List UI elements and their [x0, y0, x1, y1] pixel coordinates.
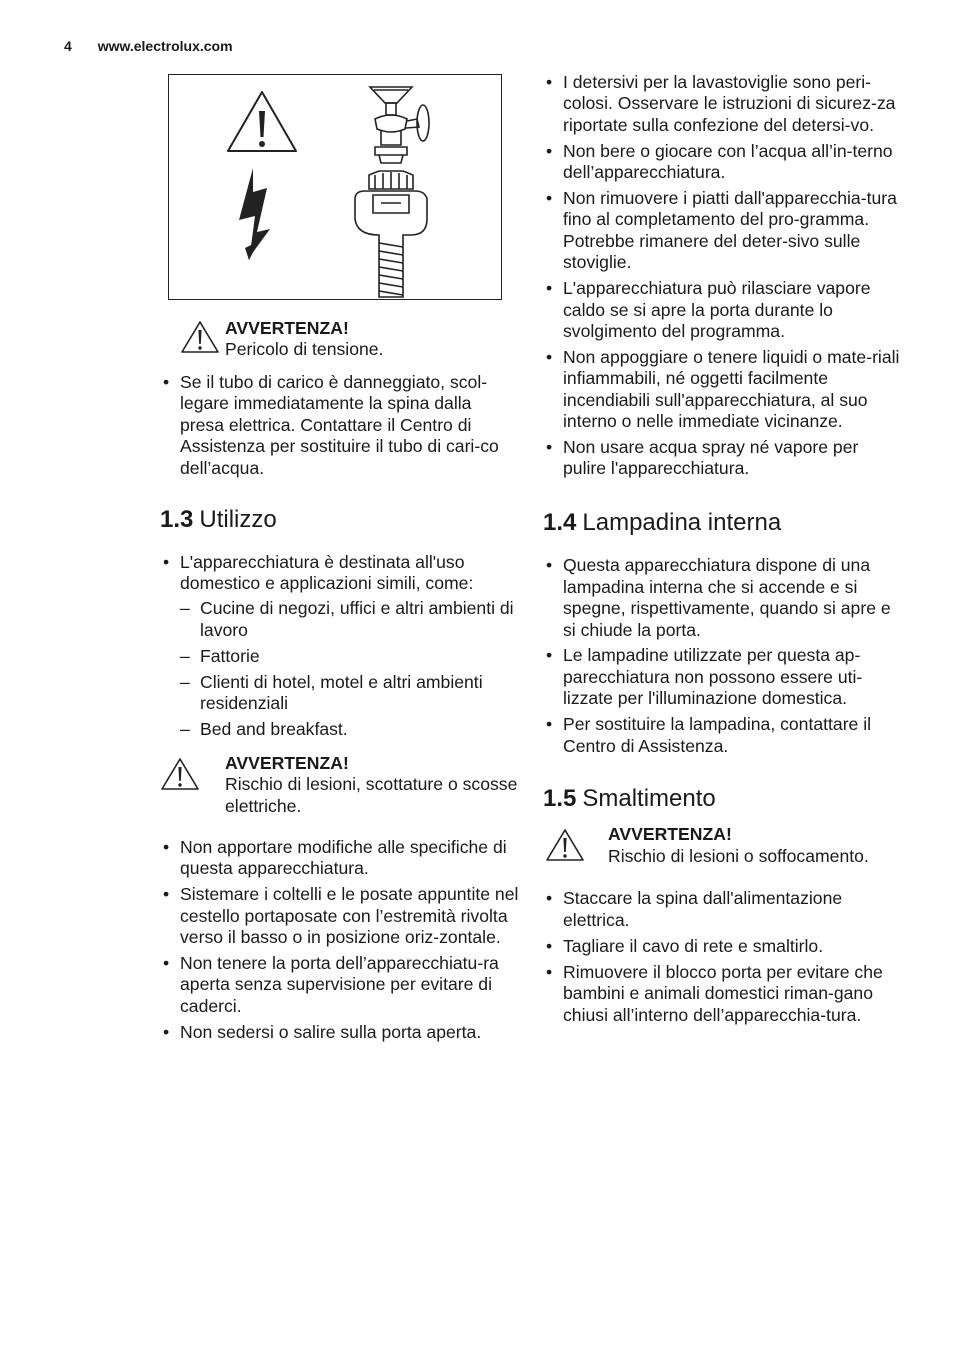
section-title: Smaltimento [582, 785, 716, 813]
warning-text: Rischio di lesioni o soffocamento. [608, 845, 869, 866]
warning-triangle-icon [180, 320, 220, 354]
list-item: • Le lampadine utilizzate per questa ap-parecchiatura non possono essere uti-lizzate per l'illuminazione domestica. [543, 645, 903, 709]
bullet-list [160, 552, 520, 741]
list-item: • Non apportare modifiche alle specifiche di questa apparecchiatura. [160, 837, 520, 880]
page-number: 4 [64, 38, 72, 54]
right-column [543, 72, 903, 1030]
warning-injury [160, 753, 520, 817]
water-tap-icon [370, 87, 429, 163]
list-item: • Sistemare i coltelli e le posate appuntite nel cestello portaposate con l’estremità rivolta verso il basso o in posizione oriz-zontale. [160, 884, 520, 948]
warning-text: Rischio di lesioni, scottature o scosse elettriche. [225, 774, 518, 816]
warning-title: AVVERTENZA! [608, 824, 732, 845]
list-item: • Non appoggiare o tenere liquidi o mate-riali infiammabili, né oggetti facilmente incendiabili sull'apparecchiatura, al suo interno o nelle immediate vicinanze. [543, 347, 903, 433]
warning-suffocation [543, 824, 903, 870]
dash-list [180, 598, 520, 740]
list-item: – Fattorie [160, 646, 520, 667]
list-item: • Per sostituire la lampadina, contattare il Centro di Assistenza. [543, 714, 903, 757]
bullet-list [543, 888, 903, 1025]
warning-title: AVVERTENZA! [225, 752, 349, 773]
list-item: • L'apparecchiatura può rilasciare vapore caldo se si apre la porta durante lo svolgimento del programma. [543, 278, 903, 342]
list-item: • Questa apparecchiatura dispone di una lampadina interna che si accende e si spegne, rispettivamente, quando si apre e si chiude la porta. [543, 555, 903, 641]
warning-text: Pericolo di tensione. [225, 339, 384, 360]
section-heading-1-3 [160, 505, 520, 535]
section-title: Lampadina interna [582, 509, 782, 537]
site-url[interactable]: www.electrolux.com [97, 38, 233, 54]
section-number: 1.5 [543, 785, 577, 813]
warning-title: AVVERTENZA! [225, 318, 349, 338]
list-item: – Clienti di hotel, motel e altri ambienti residenziali [160, 672, 520, 715]
section-title: Utilizzo [199, 505, 277, 533]
list-item: • Non rimuovere i piatti dall'apparecchia-tura fino al completamento del pro-gramma. Potrebbe rimanere del deter-sivo sulle stoviglie. [543, 188, 903, 274]
electric-bolt-icon [239, 168, 270, 261]
list-item: • Staccare la spina dall'alimentazione elettrica. [543, 888, 903, 931]
section-number: 1.4 [543, 509, 577, 537]
warning-triangle-icon [160, 757, 200, 791]
warning-triangle-icon [228, 92, 296, 151]
list-item: • Se il tubo di carico è danneggiato, scol-legare immediatamente la spina dalla presa elettrica. Contattare il Centro di Assistenza per sostituire il tubo di cari-co dell’acqua. [160, 372, 520, 479]
bullet-list [160, 372, 520, 479]
list-item: • Non bere o giocare con l’acqua all’in-terno dell’apparecchiatura. [543, 141, 903, 184]
inlet-hose-icon [355, 171, 427, 297]
bullet-list [543, 555, 903, 757]
list-item-text: L'apparecchiatura è destinata all'uso domestico e applicazioni simili, come: [180, 551, 474, 593]
page-header [64, 38, 233, 54]
bullet-list [543, 72, 903, 480]
list-item: • Tagliare il cavo di rete e smaltirlo. [543, 936, 903, 957]
list-item: • Non sedersi o salire sulla porta aperta. [160, 1022, 520, 1043]
list-item: – Cucine di negozi, uffici e altri ambienti di lavoro [160, 598, 520, 641]
warning-voltage [160, 318, 520, 364]
bullet-list [160, 837, 520, 1043]
safety-illustration [168, 74, 502, 300]
list-item: • Rimuovere il blocco porta per evitare che bambini e animali domestici riman-gano chiusi all’interno dell’apparecchia-tura. [543, 962, 903, 1026]
list-item: – Bed and breakfast. [160, 719, 520, 740]
section-heading-1-5 [543, 784, 903, 814]
list-item: • Non usare acqua spray né vapore per pulire l'apparecchiatura. [543, 437, 903, 480]
left-column [160, 72, 520, 1048]
list-item [160, 552, 520, 741]
list-item: • Non tenere la porta dell’apparecchiatu-ra aperta senza supervisione per evitare di caderci. [160, 953, 520, 1017]
warning-triangle-icon [545, 828, 585, 862]
section-number: 1.3 [160, 505, 194, 533]
section-heading-1-4 [543, 508, 903, 538]
list-item: • I detersivi per la lavastoviglie sono peri-colosi. Osservare le istruzioni di sicurez-za riportate sulla confezione del detersi-vo. [543, 72, 903, 136]
